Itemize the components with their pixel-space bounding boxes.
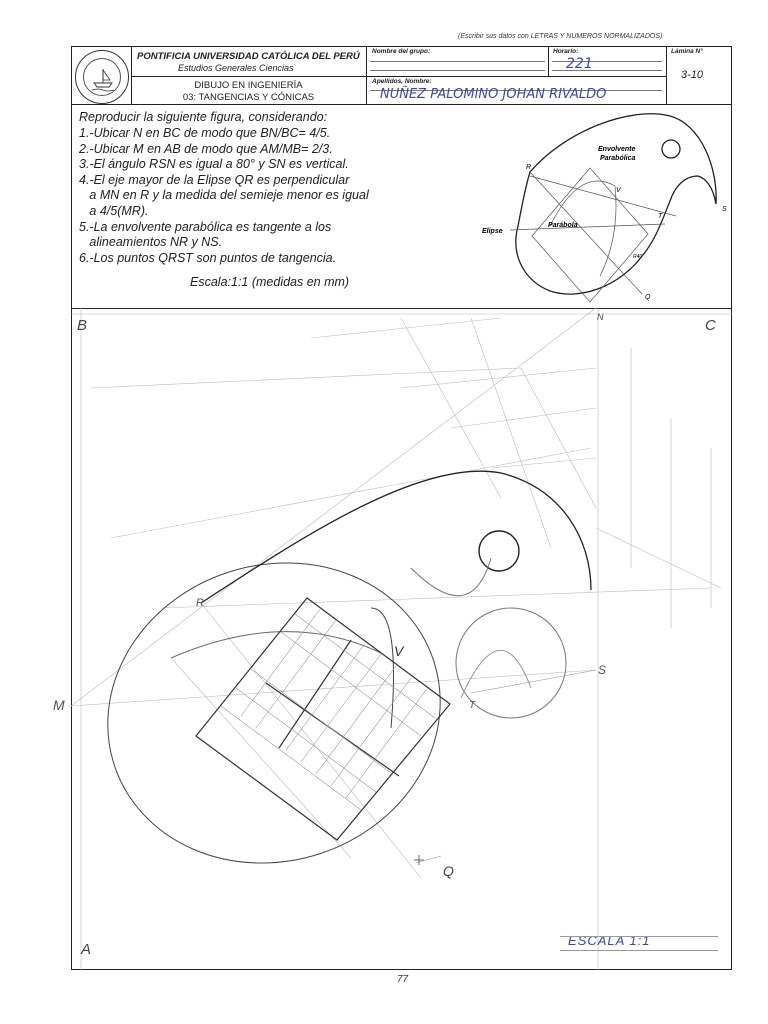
sheet-label: Lámina N° bbox=[671, 48, 703, 55]
topic-name: 03: TANGENCIAS Y CÓNICAS bbox=[182, 92, 315, 103]
university-seal bbox=[75, 50, 129, 104]
ref-point-r: R bbox=[526, 164, 532, 171]
ref-point-s: S bbox=[722, 206, 727, 213]
point-n: N bbox=[597, 312, 604, 322]
page-number: 77 bbox=[397, 974, 409, 985]
sheet-divider bbox=[666, 46, 667, 104]
ref-envolvente-label: Envolvente bbox=[598, 146, 636, 153]
institution-divider bbox=[366, 46, 367, 104]
scale-note: Escala:1:1 (medidas en mm) bbox=[190, 275, 350, 289]
construction-drawing bbox=[53, 308, 732, 970]
title-block-bottom-line bbox=[71, 104, 732, 105]
group-underline-2 bbox=[370, 70, 545, 71]
name-label: Apellidos, Nombre: bbox=[372, 78, 432, 85]
group-underline bbox=[370, 61, 545, 62]
schedule-divider bbox=[548, 46, 549, 76]
instruction-4b: a MN en R y la medida del semieje menor es igual bbox=[79, 188, 369, 203]
group-label: Nombre del grupo: bbox=[372, 48, 431, 55]
ref-parabola-label: Parábola bbox=[548, 222, 578, 229]
reference-figure bbox=[470, 106, 732, 306]
student-name: NUÑEZ PALOMINO JOHAN RIVALDO bbox=[380, 87, 607, 102]
instruction-4c: a 4/5(MR). bbox=[79, 203, 149, 218]
ref-point-q: Q bbox=[645, 294, 651, 301]
course-name: DIBUJO EN INGENIERÍA bbox=[194, 80, 303, 91]
point-r: R bbox=[196, 597, 204, 609]
point-b: B bbox=[77, 317, 88, 334]
scale-guide-line-2 bbox=[560, 950, 718, 951]
instructions-list bbox=[79, 126, 369, 266]
point-t: T bbox=[469, 700, 476, 711]
schedule-value: 221 bbox=[566, 56, 593, 72]
instruction-3: 3.-El ángulo RSN es igual a 80° y SN es vertical. bbox=[79, 157, 349, 172]
scale-guide-line bbox=[560, 936, 718, 937]
ref-point-v: V bbox=[616, 187, 621, 194]
university-name: PONTIFICIA UNIVERSIDAD CATÓLICA DEL PERÚ bbox=[137, 51, 360, 62]
sheet-number: 3-10 bbox=[681, 69, 704, 81]
point-a: A bbox=[81, 941, 92, 958]
ref-elipse-label: Elipse bbox=[482, 228, 503, 235]
point-m: M bbox=[53, 697, 65, 713]
point-c: C bbox=[705, 317, 716, 334]
schedule-label: Horario: bbox=[553, 48, 579, 55]
drawing-scale-label: ESCALA 1:1 bbox=[568, 933, 651, 948]
faculty-name: Estudios Generales Ciencias bbox=[178, 63, 294, 73]
instruction-5: 5.-La envolvente parabólica es tangente a los bbox=[79, 219, 332, 234]
point-v: V bbox=[394, 643, 404, 659]
instruction-4: 4.-El eje mayor de la Elipse QR es perpendicular bbox=[79, 172, 350, 187]
ref-point-t: T bbox=[658, 213, 663, 220]
ref-dimension: R40 bbox=[633, 254, 643, 260]
instructions-intro: Reproducir la siguiente figura, considerando: bbox=[79, 110, 328, 124]
instruction-1: 1.-Ubicar N en BC de modo que BN/BC= 4/5. bbox=[79, 126, 331, 140]
point-q: Q bbox=[443, 863, 454, 879]
seal-emblem-icon bbox=[76, 51, 130, 105]
point-s: S bbox=[598, 663, 607, 677]
instruction-2: 2.-Ubicar M en AB de modo que AM/MB= 2/3. bbox=[79, 141, 333, 156]
top-note: (Escribir sus datos con LETRAS Y NUMEROS NORMALIZADOS) bbox=[458, 33, 663, 40]
title-block-mid-line bbox=[131, 76, 666, 77]
instruction-5b: alineamientos NR y NS. bbox=[79, 235, 223, 250]
instruction-6: 6.-Los puntos QRST son puntos de tangencia. bbox=[79, 250, 337, 265]
ref-parabolica-label: Parabólica bbox=[600, 155, 636, 162]
